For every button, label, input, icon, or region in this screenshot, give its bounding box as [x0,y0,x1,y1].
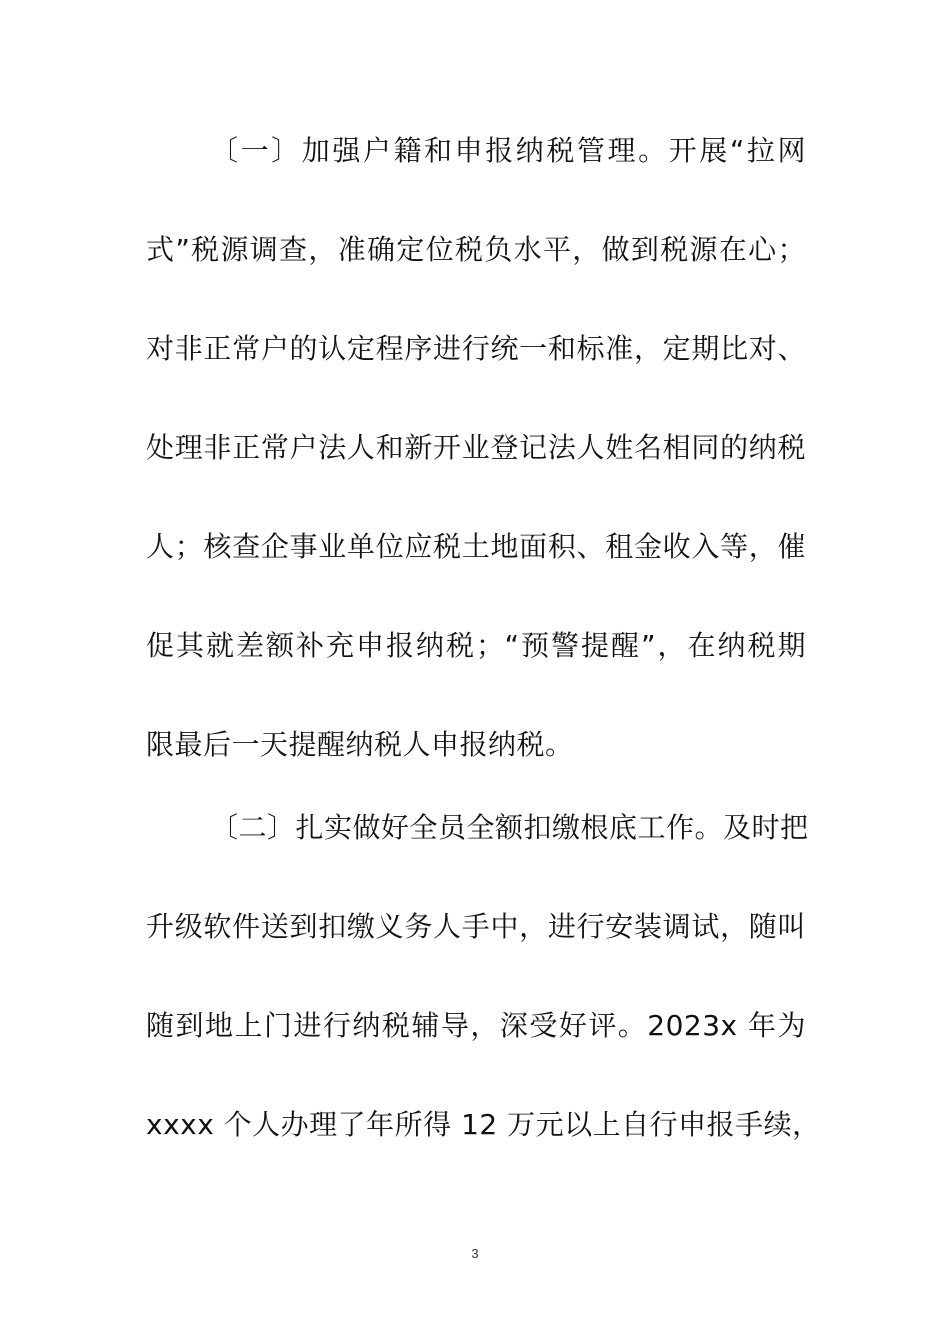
paragraph-1-line-5: 人；核查企事业单位应税土地面积、租金收入等，催 [146,530,806,563]
paragraph-2-line-3: 随到地上门进行纳税辅导，深受好评。2023x 年为 [146,1009,806,1042]
paragraph-1-line-1: 〔一〕加强户籍和申报纳税管理。开展“拉网 [210,134,806,167]
paragraph-1-line-7: 限最后一天提醒纳税人申报纳税。 [146,728,574,761]
paragraph-1-line-4: 处理非正常户法人和新开业登记法人姓名相同的纳税 [146,431,806,464]
page-number: 3 [471,1246,479,1261]
paragraph-2-line-4: xxxx 个人办理了年所得 12 万元以上自行申报手续， [146,1108,821,1141]
paragraph-2-line-1: 〔二〕扎实做好全员全额扣缴根底工作。及时把 [210,811,809,844]
paragraph-1-line-2: 式”税源调查，准确定位税负水平，做到税源在心； [146,233,806,266]
paragraph-1-line-3: 对非正常户的认定程序进行统一和标准，定期比对、 [146,332,806,365]
paragraph-1-line-6: 促其就差额补充申报纳税；“预警提醒”，在纳税期 [146,629,806,662]
paragraph-2-line-2: 升级软件送到扣缴义务人手中，进行安装调试，随叫 [146,910,806,943]
